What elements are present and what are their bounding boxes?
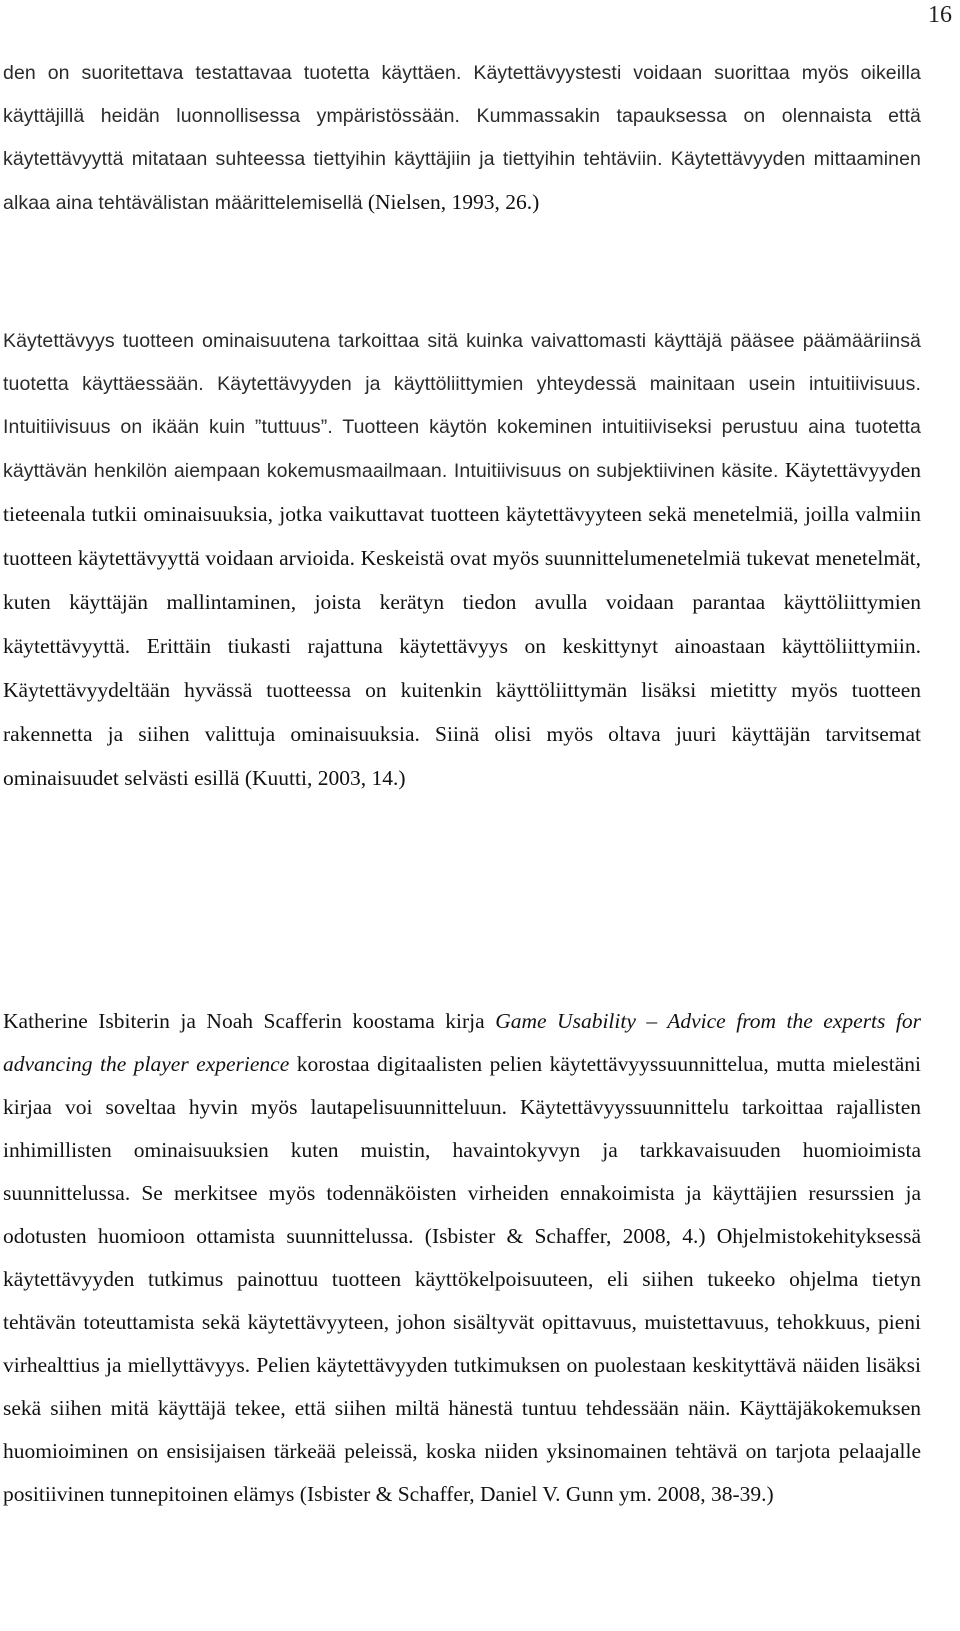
paragraph-lead: Katherine Isbiterin ja Noah Scafferin koostama kirja: [3, 1009, 496, 1033]
book-title: Game Usability – Advice from the experts for advancing the player experience: [3, 1009, 921, 1076]
paragraph-usability-definition: [3, 320, 921, 801]
citation: (Nielsen, 1993, 26.): [367, 190, 540, 214]
page-number: 16: [928, 2, 952, 28]
paragraph-usability-testing: [3, 52, 921, 225]
paragraph-text: korostaa digitaalisten pelien käytettävyyssuunnittelua, mutta mielestäni kirjaa voi soveltaa hyvin myös lautapelisuunnitteluun. Käytettävyyssuunnittelu tarkoittaa rajallisten inhimillisten ominaisuuksien kuten muistin, havaintokyvyn ja tarkkavaisuuden huomioimista suunnittelussa. Se merkitsee myös todennäköisten virheiden ennakoimista ja käyttäjien resurssien ja odotusten huomioon ottamista suunnittelussa. (Isbister & Schaffer, 2008, 4.) Ohjelmistokehityksessä käytettävyyden tutkimus painottuu tuotteen käyttökelpoisuuteen, eli siihen tukeeko ohjelma tietyn tehtävän toteuttamista sekä käytettävyyteen, johon sisältyvät opittavuus, muistettavuus, tehokkuus, pieni virhealttius ja miellyttävyys. Pelien käytettävyyden tutkimuksen on puolestaan keskityttävä näiden lisäksi sekä siihen mitä käyttäjä tekee, että siihen miltä hänestä tuntuu tehdessään näin. Käyttäjäkokemuksen huomioiminen on ensisijaisen tärkeää peleissä, koska niiden yksinomainen tehtävä on tarjota pelaajalle positiivinen tunnepitoinen elämys (Isbister & Schaffer, Daniel V. Gunn ym. 2008, 38-39.): [3, 1052, 921, 1506]
paragraph-text: Käytettävyys tuotteen ominaisuutena tarkoittaa sitä kuinka vaivattomasti käyttäjä pääsee päämääriinsä tuotetta käyttäessään. Käytettävyyden ja käyttöliittymien yhteydessä mainitaan usein intuitiivisuus. Intuitiivisuus on ikään kuin ”tuttuus”. Tuotteen käytön kokeminen intuitiiviseksi perustuu aina tuotetta käyttävän henkilön aiempaan kokemusmaailmaan. Intuitiivisuus on subjektiivinen käsite.: [3, 330, 921, 482]
paragraph-game-usability: [3, 1000, 921, 1516]
paragraph-text-serif: Käytettävyyden tieteenala tutkii ominaisuuksia, jotka vaikuttavat tuotteen käytettävyyteen sekä menetelmiä, joilla valmiin tuotteen käytettävyyttä voidaan arvioida. Keskeistä ovat myös suunnittelumenetelmiä tukevat menetelmät, kuten käyttäjän mallintaminen, joista kerätyn tiedon avulla voidaan parantaa käyttöliittymien käytettävyyttä. Erittäin tiukasti rajattuna käytettävyys on keskittynyt ainoastaan käyttöliittymiin. Käytettävyydeltään hyvässä tuotteessa on kuitenkin käyttöliittymän lisäksi mietitty myös tuotteen rakennetta ja siihen valittuja ominaisuuksia. Siinä olisi myös oltava juuri käyttäjän tarvitsemat ominaisuudet selvästi esillä (Kuutti, 2003, 14.): [3, 458, 921, 790]
paragraph-text: den on suoritettava testattavaa tuotetta käyttäen. Käytettävyystesti voidaan suorittaa myös oikeilla käyttäjillä heidän luonnollisessa ympäristössään. Kummassakin tapauksessa on olennaista että käytettävyyttä mitataan suhteessa tiettyihin käyttäjiin ja tiettyihin tehtäviin. Käytettävyyden mittaaminen alkaa aina tehtävälistan määrittelemisellä: [3, 62, 921, 214]
